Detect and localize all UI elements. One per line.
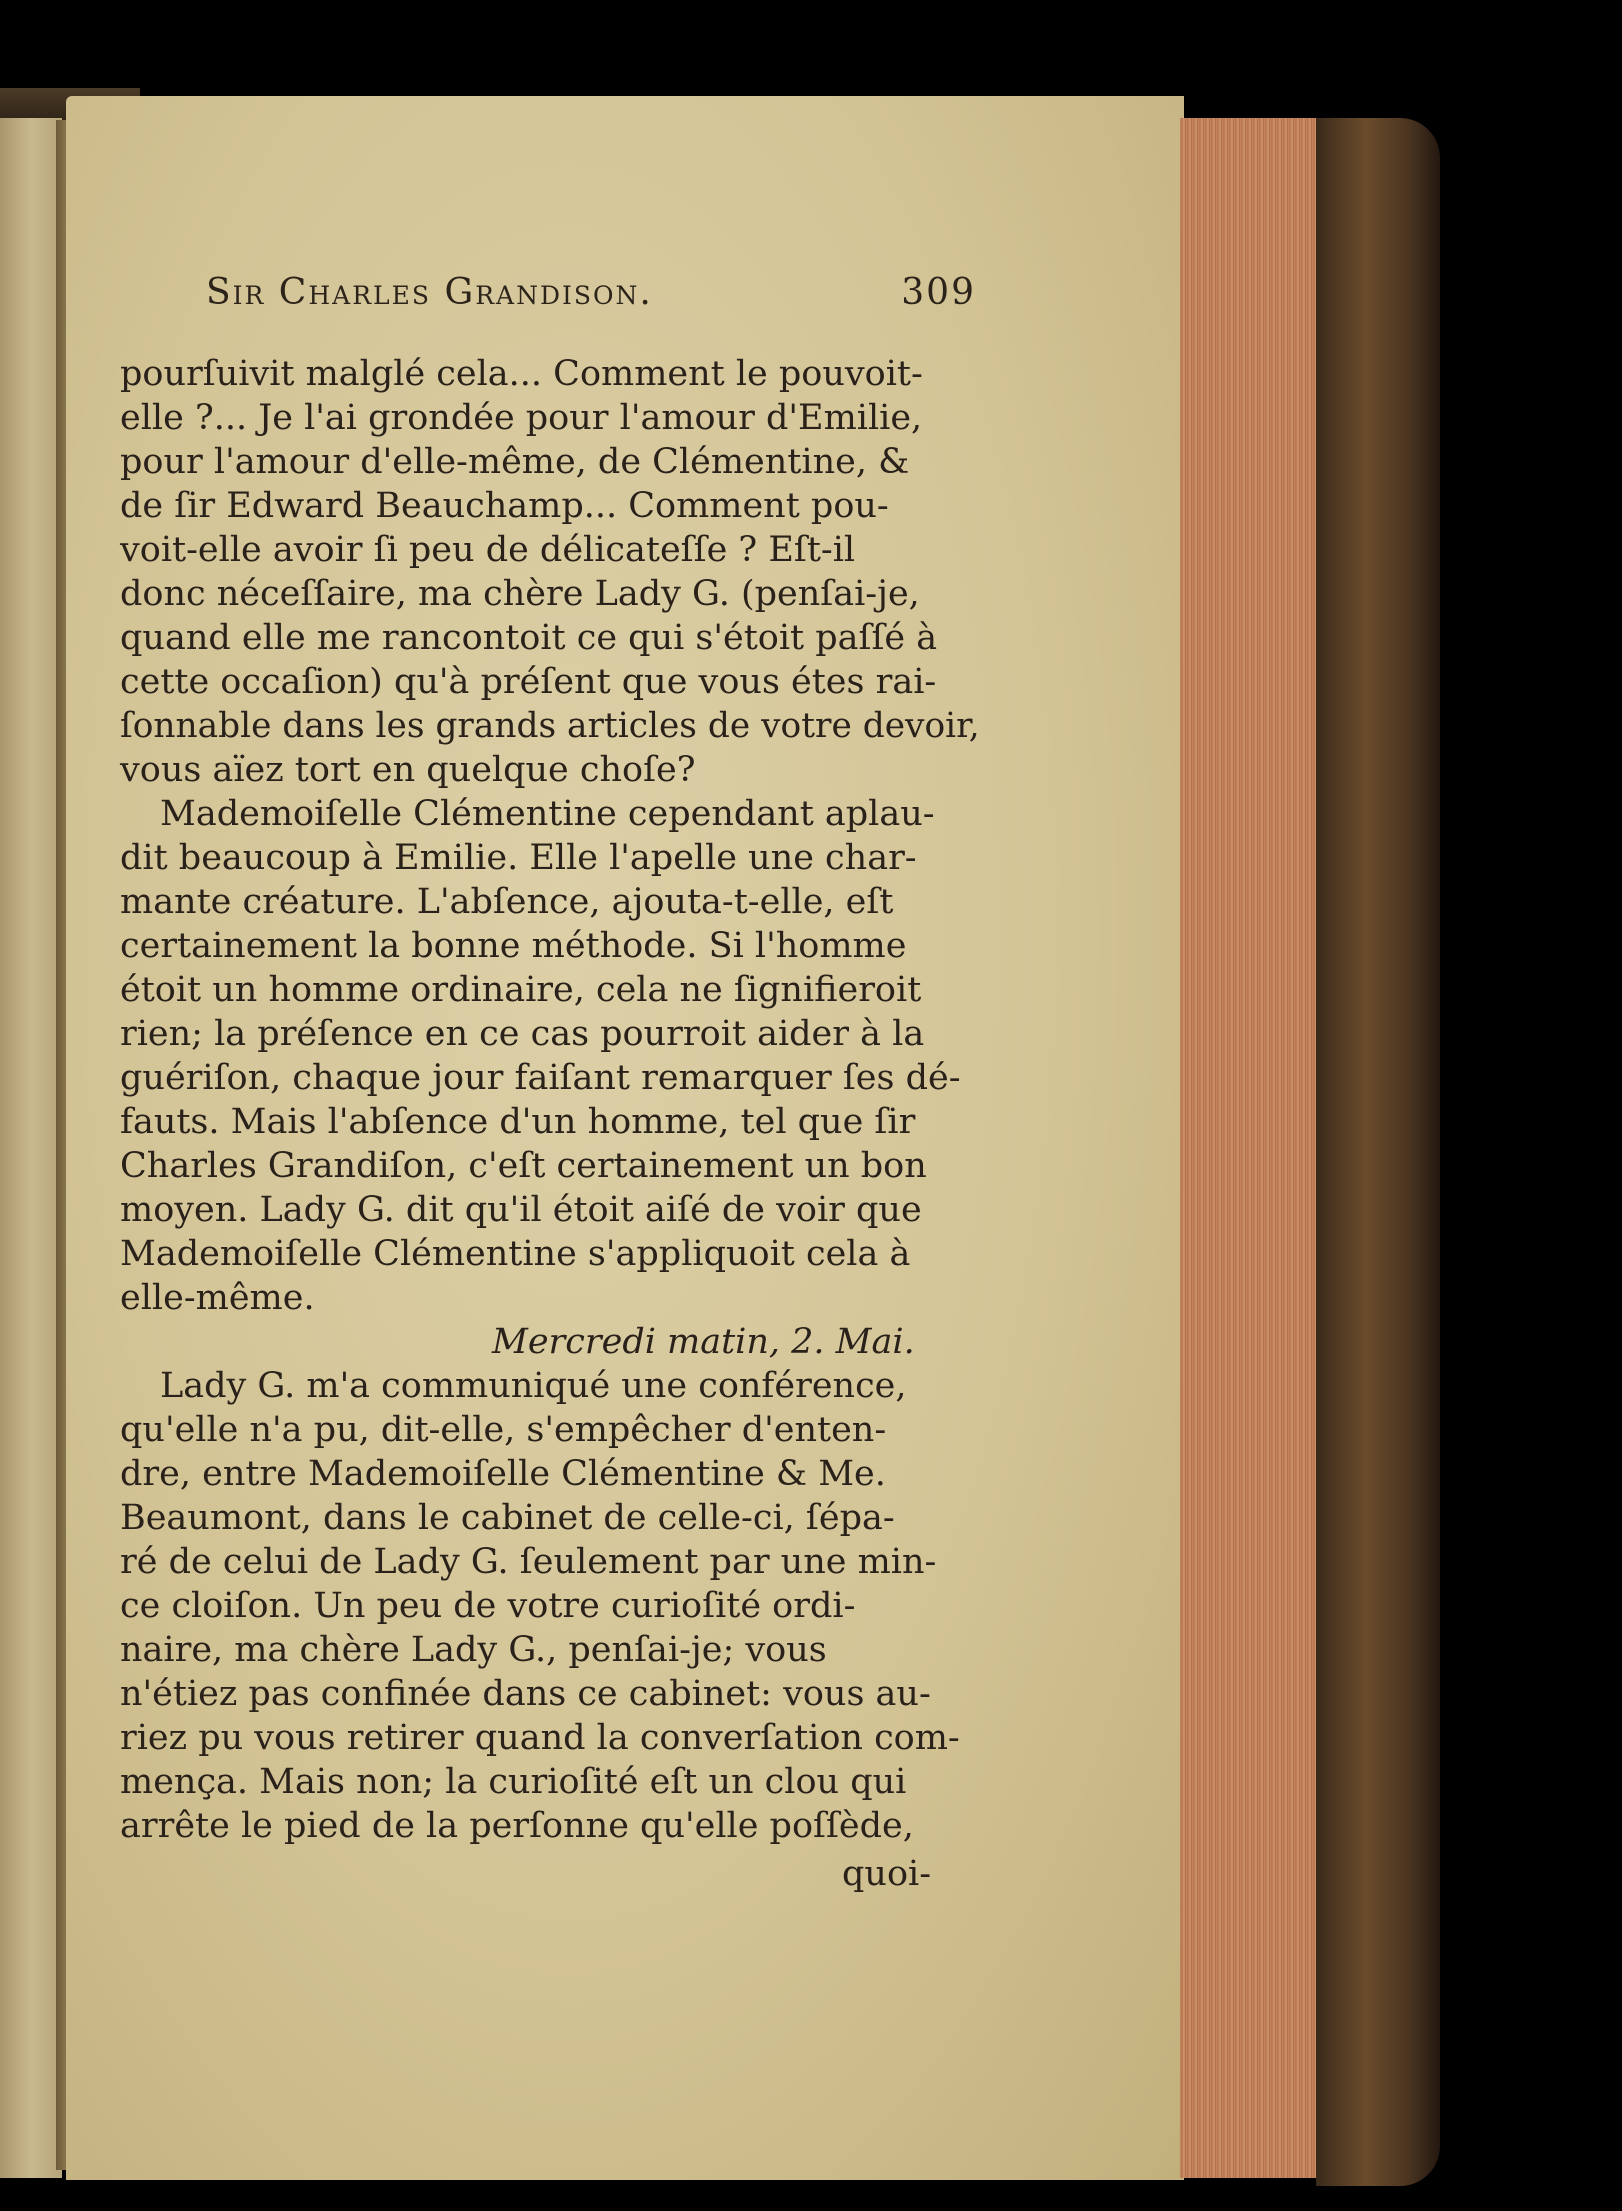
text-line: quand elle me rancontoit ce qui s'étoit paſſé à — [120, 618, 938, 658]
text-line: pourſuivit malglé cela... Comment le pouvoit- — [120, 354, 923, 394]
text-line: dit beaucoup à Emilie. Elle l'apelle une char- — [120, 838, 917, 878]
text-line: pour l'amour d'elle-même, de Clémentine, & — [120, 442, 910, 482]
text-line: rien; la préſence en ce cas pourroit aider à la — [120, 1014, 925, 1054]
text-line: elle ?... Je l'ai grondée pour l'amour d'Emilie, — [120, 398, 923, 438]
text-line: Beaumont, dans le cabinet de celle-ci, ſépa- — [120, 1498, 895, 1538]
text-line: donc néceſſaire, ma chère Lady G. (penſai-je, — [120, 574, 920, 614]
text-line: ſonnable dans les grands articles de votre devoir, — [120, 706, 980, 746]
text-line: mença. Mais non; la curioſité eſt un clou qui — [120, 1762, 907, 1802]
book-cover-spine — [1316, 118, 1440, 2186]
text-line: naire, ma chère Lady G., penſai-je; vous — [120, 1630, 827, 1670]
text-line: n'étiez pas confinée dans ce cabinet: vous au- — [120, 1674, 931, 1714]
text-line: qu'elle n'a pu, dit-elle, s'empêcher d'enten- — [120, 1410, 887, 1450]
text-line: riez pu vous retirer quand la converſation com- — [120, 1718, 960, 1758]
page-number: 309 — [901, 272, 976, 313]
text-line: Mademoiſelle Clémentine cependant aplau- — [160, 794, 935, 834]
text-line: de ſir Edward Beauchamp... Comment pou- — [120, 486, 889, 526]
text-line: Lady G. m'a communiqué une conférence, — [160, 1366, 907, 1406]
text-line: ré de celui de Lady G. ſeulement par une min- — [120, 1542, 937, 1582]
text-line: Charles Grandiſon, c'eſt certainement un bon — [120, 1146, 927, 1186]
text-line: certainement la bonne méthode. Si l'homme — [120, 926, 907, 966]
text-line: elle-même. — [120, 1278, 315, 1318]
text-line: Mademoiſelle Clémentine s'appliquoit cela à — [120, 1234, 911, 1274]
text-line: guériſon, chaque jour faiſant remarquer ſes dé- — [120, 1058, 961, 1098]
page-block-fore-edge — [1180, 118, 1320, 2178]
text-line: cette occaſion) qu'à préſent que vous étes rai- — [120, 662, 937, 702]
dateline: Mercredi matin, 2. Mai. — [492, 1322, 915, 1362]
text-line: étoit un homme ordinaire, cela ne ſignifieroit — [120, 970, 922, 1010]
catchword: quoi- — [842, 1854, 932, 1894]
text-line: arrête le pied de la perſonne qu'elle poſſède, — [120, 1806, 914, 1846]
facing-page-edge — [0, 118, 62, 2178]
running-title: Sir Charles Grandison. — [206, 272, 653, 313]
text-line: ce cloiſon. Un peu de votre curioſité ordi- — [120, 1586, 856, 1626]
text-line: mante créature. L'abſence, ajouta-t-elle, eſt — [120, 882, 894, 922]
text-line: fauts. Mais l'abſence d'un homme, tel que ſir — [120, 1102, 916, 1142]
running-header — [206, 272, 976, 332]
text-line: moyen. Lady G. dit qu'il étoit aiſé de voir que — [120, 1190, 922, 1230]
text-line: voit-elle avoir ſi peu de délicateſſe ? Eſt-il — [120, 530, 856, 570]
text-line: vous aïez tort en quelque choſe? — [120, 750, 696, 790]
text-line: dre, entre Mademoiſelle Clémentine & Me. — [120, 1454, 886, 1494]
